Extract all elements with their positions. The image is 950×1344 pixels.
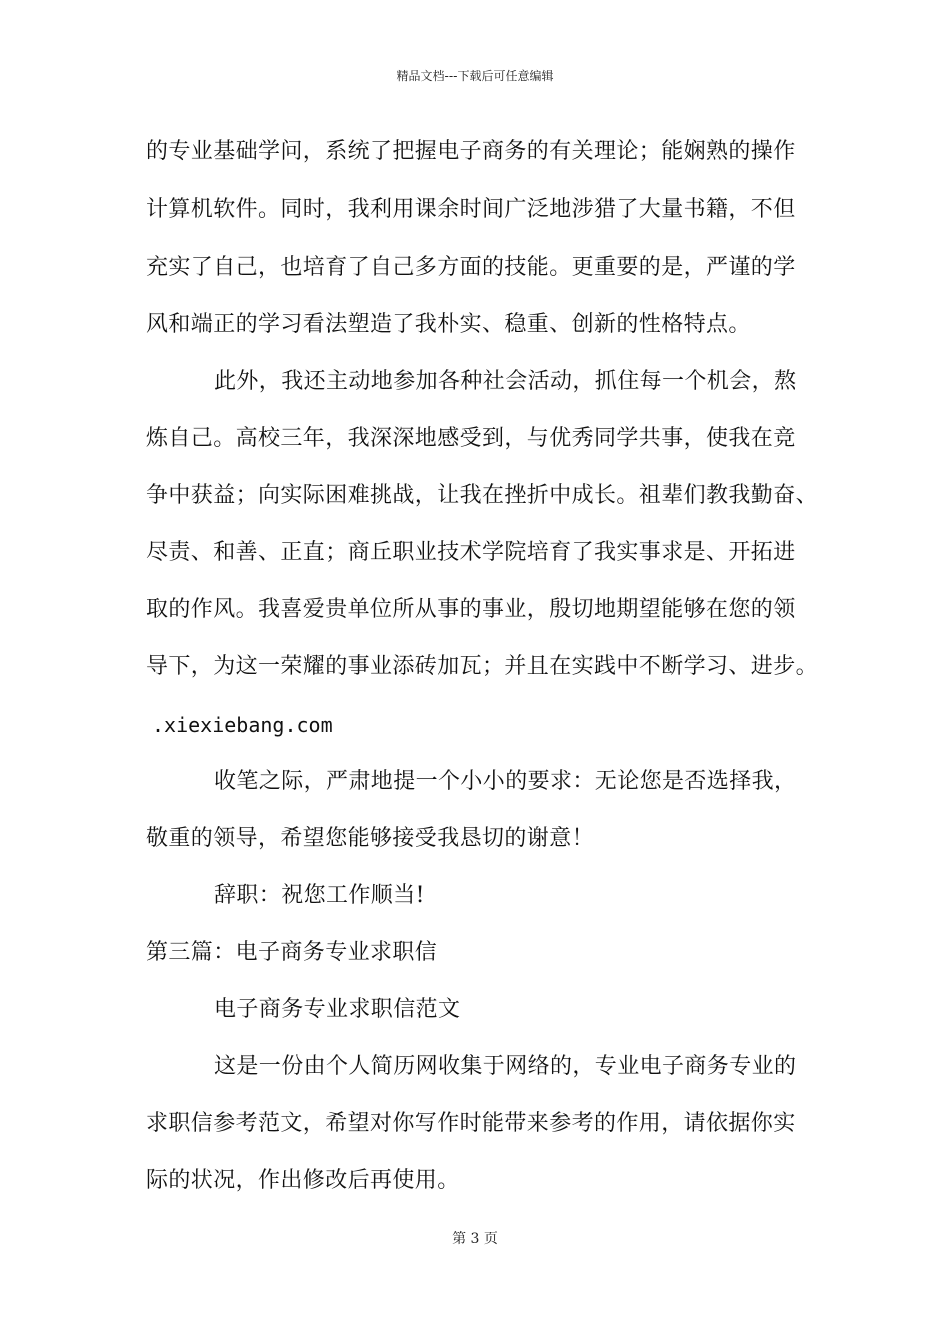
section-subtitle: 电子商务专业求职信范文 <box>214 997 461 1022</box>
body-line: 求职信参考范文，希望对你写作时能带来参考的作用，请依据你实 <box>146 1111 796 1136</box>
body-line: 敬重的领导，希望您能够接受我恳切的谢意！ <box>146 826 595 851</box>
paragraph-start-line: 这是一份由个人简历网收集于网络的，专业电子商务专业的 <box>214 1054 797 1079</box>
paragraph-start-line: 此外，我还主动地参加各种社会活动，抓住每一个机会，熬 <box>214 369 797 394</box>
body-line: 取的作风。我喜爱贵单位所从事的事业，殷切地期望能够在您的领 <box>146 597 796 622</box>
body-line: 的专业基础学问，系统了把握电子商务的有关理论；能娴熟的操作 <box>146 139 796 164</box>
paragraph-start-line: 收笔之际，严肃地提一个小小的要求：无论您是否选择我， <box>214 769 797 794</box>
page-header: 精品文档---下载后可任意编辑 <box>396 69 554 83</box>
body-line: 炼自己。高校三年，我深深地感受到，与优秀同学共事，使我在竞 <box>146 426 796 451</box>
section-heading: 第三篇：电子商务专业求职信 <box>146 940 438 965</box>
closing-line: 辞职：祝您工作顺当! <box>214 883 425 908</box>
body-line: 计算机软件。同时，我利用课余时间广泛地涉猎了大量书籍，不但 <box>146 197 796 222</box>
body-line: 风和端正的学习看法塑造了我朴实、稳重、创新的性格特点。 <box>146 312 751 337</box>
website-url-text: .xiexiebang.com <box>152 713 333 737</box>
body-line: 导下，为这一荣耀的事业添砖加瓦；并且在实践中不断学习、进步。 <box>146 654 819 679</box>
body-line: 充实了自己，也培育了自己多方面的技能。更重要的是，严谨的学 <box>146 255 796 280</box>
page-number: 第 3 页 <box>452 1231 498 1247</box>
body-line: 尽责、和善、正直；商丘职业技术学院培育了我实事求是、开拓进 <box>146 540 796 565</box>
body-line: 争中获益；向实际困难挑战，让我在挫折中成长。祖辈们教我勤奋、 <box>146 483 819 508</box>
body-line: 际的状况，作出修改后再使用。 <box>146 1168 460 1193</box>
